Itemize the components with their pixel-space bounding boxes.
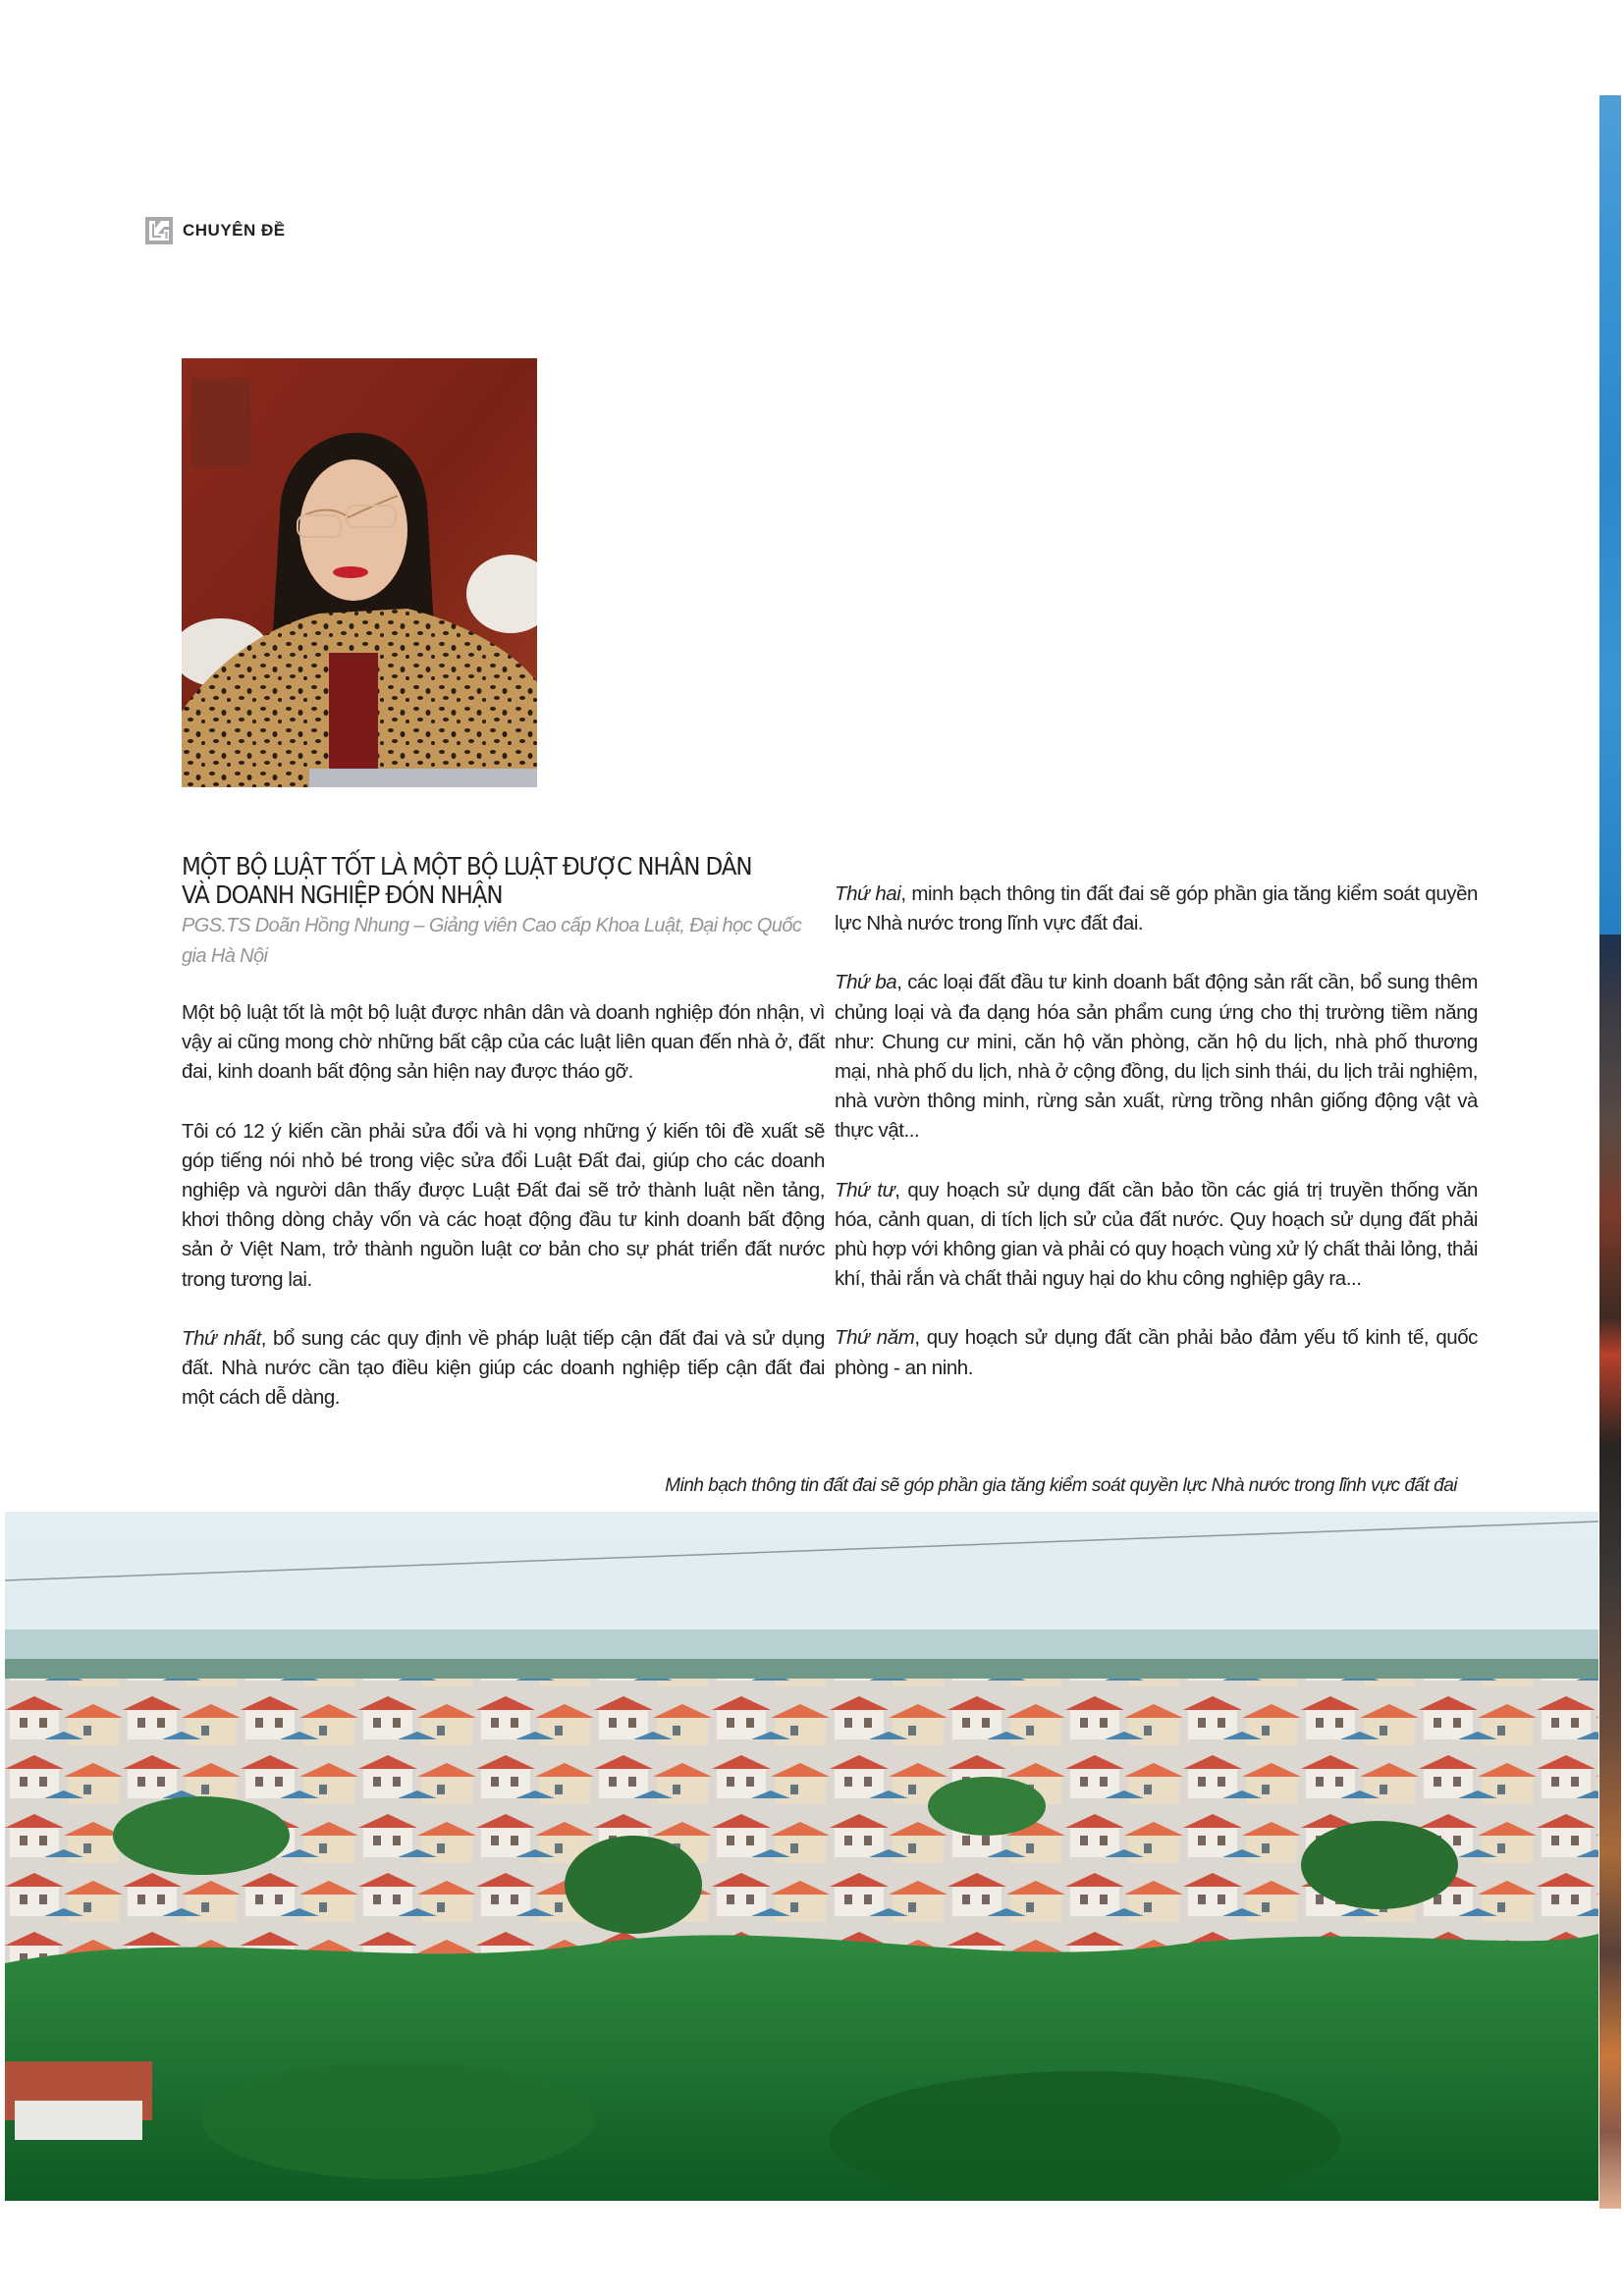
paragraph: Thứ năm, quy hoạch sử dụng đất cần phải bảo đảm yếu tố kinh tế, quốc phòng - an ninh. xyxy=(835,1326,1478,1379)
paragraph: Thứ nhất, bổ sung các quy định về pháp luật tiếp cận đất đai và sử dụng đất. Nhà nước cần tạo điều kiện giúp các doanh nghiệp tiếp cận đất đai một cách dễ dàng. xyxy=(182,1326,825,1410)
section-header xyxy=(145,217,286,244)
edge-strip-blue xyxy=(1599,95,1621,934)
article-column-right xyxy=(835,880,1478,1413)
section-label: CHUYÊN ĐỀ xyxy=(183,221,286,240)
paragraph: Một bộ luật tốt là một bộ luật được nhân dân và doanh nghiệp đón nhận, vì vậy ai cũng mong chờ những bất cập của các luật liên quan đến nhà ở, đất đai, kinh doanh bất động sản hiện nay được tháo gỡ. xyxy=(182,1001,825,1084)
paragraph-lead: Thứ năm xyxy=(835,1326,915,1350)
paragraph: Thứ ba, các loại đất đầu tư kinh doanh bất động sản rất cần, bổ sung thêm chủng loại và đa dạng hóa sản phẩm cung ứng cho thị trường tiềm năng như: Chung cư mini, căn hộ văn phòng, căn hộ du lịch, nhà phố thương mại, nhà phố du lịch, nhà ở cộng đồng, du lịch sinh thái, du lịch trải nghiệm, nhà vườn thông minh, rừng sản xuất, rừng trồng nhân giống động vật và thực vật... xyxy=(835,971,1479,1143)
article-title: MỘT BỘ LUẬT TỐT LÀ MỘT BỘ LUẬT ĐƯỢC NHÂN DÂN VÀ DOANH NGHIỆP ĐÓN NHẬN xyxy=(182,852,752,909)
page-edge-strip xyxy=(1599,95,1621,2209)
paragraph: Thứ tư, quy hoạch sử dụng đất cần bảo tồn các giá trị truyền thống văn hóa, cảnh quan, di tích lịch sử của đất nước. Quy hoạch sử dụng đất phải phù hợp với không gian và phải có quy hoạch vùng xử lý chất thải lỏng, thải khí, thải rắn và chất thải nguy hại do khu công nghiệp gây ra... xyxy=(835,1178,1478,1291)
village-landscape-photo xyxy=(5,1512,1598,2201)
article-column-left xyxy=(182,998,825,1442)
author-portrait-photo xyxy=(182,358,537,787)
paragraph-lead: Thứ nhất xyxy=(182,1326,261,1350)
magazine-logo-icon xyxy=(145,217,173,244)
photo-caption: Minh bạch thông tin đất đai sẽ góp phần gia tăng kiểm soát quyền lực Nhà nước trong lĩnh vực đất đai xyxy=(665,1475,1457,1496)
paragraph-lead: Thứ tư xyxy=(835,1178,895,1201)
edge-strip-photo xyxy=(1599,934,1621,2209)
paragraph-lead: Thứ hai xyxy=(835,882,901,905)
paragraph-lead: Thứ ba xyxy=(835,971,897,994)
paragraph: Tôi có 12 ý kiến cần phải sửa đổi và hi vọng những ý kiến tôi đề xuất sẽ góp tiếng nói nhỏ bé trong việc sửa đổi Luật Đất đai, giúp cho các doanh nghiệp và người dân thấy được Luật Đất đai sẽ trở thành luật nền tảng, khơi thông dòng chảy vốn và các hoạt động đầu tư kinh doanh bất động sản ở Việt Nam, trở thành nguồn luật cơ bản cho sự phát triển đất nước trong tương lai. xyxy=(182,1119,825,1291)
paragraph: Thứ hai, minh bạch thông tin đất đai sẽ góp phần gia tăng kiểm soát quyền lực Nhà nước trong lĩnh vực đất đai. xyxy=(835,882,1478,935)
article-author: PGS.TS Doãn Hồng Nhung – Giảng viên Cao cấp Khoa Luật, Đại học Quốc gia Hà Nội xyxy=(182,915,802,967)
